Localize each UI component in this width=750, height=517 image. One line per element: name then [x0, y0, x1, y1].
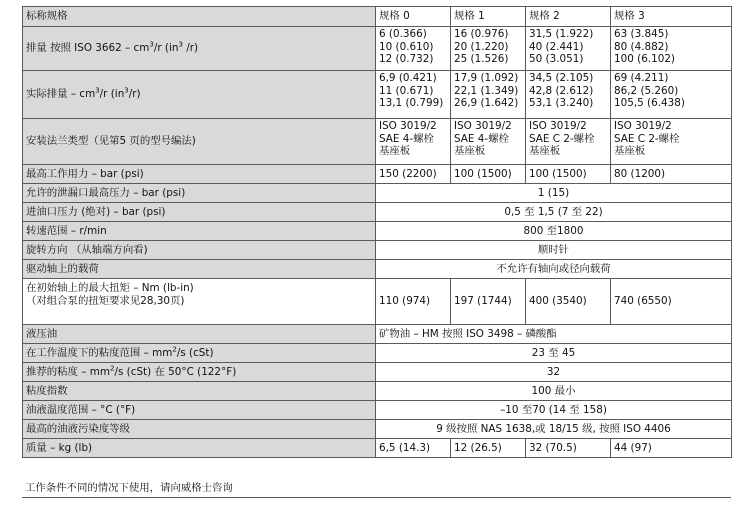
- header-row: [23, 7, 732, 27]
- fluid-value: 矿物油 – HM 按照 ISO 3498 – 磷酸酯: [376, 325, 732, 344]
- actual-displacement-row: [23, 71, 732, 119]
- displacement-size-2: 31,5 (1.922) 40 (2.441) 50 (3.051): [526, 27, 611, 71]
- mass-size-0: 6,5 (14.3): [376, 439, 451, 458]
- viscosity-range-row: [23, 344, 732, 363]
- fluid-row: [23, 325, 732, 344]
- recommended-viscosity-label: 推荐的粘度 – $mm^2/s$ (cSt) 在 50°C (122°F): [23, 363, 376, 382]
- drain-pressure-row: [23, 184, 732, 203]
- size-2-header: 规格 2: [526, 7, 611, 27]
- actual-displacement-label: 实际排量 – $cm^3/r$ $(in^3/r)$: [23, 71, 376, 119]
- displacement-row: [23, 27, 732, 71]
- rotation-label: 旋转方向 （从轴端方向看): [23, 241, 376, 260]
- max-torque-row: [23, 279, 732, 325]
- displacement-size-0: 6 (0.366) 10 (0.610) 12 (0.732): [376, 27, 451, 71]
- displacement-size-1: 16 (0.976) 20 (1.220) 25 (1.526): [451, 27, 526, 71]
- actual-displacement-size-1: 17,9 (1.092) 22,1 (1.349) 26,9 (1.642): [451, 71, 526, 119]
- specs-table: [22, 6, 732, 458]
- inlet-pressure-value: 0,5 至 1,5 (7 至 22): [376, 203, 732, 222]
- max-torque-size-3: 740 (6550): [611, 279, 732, 325]
- oil-temp-row: [23, 401, 732, 420]
- oil-temp-value: –10 至70 (14 至 158): [376, 401, 732, 420]
- max-torque-label: 在初始轴上的最大扭矩 – Nm (lb-in) （对组合泵的扭矩要求见28,30页): [23, 279, 376, 325]
- speed-row: [23, 222, 732, 241]
- shaft-load-row: [23, 260, 732, 279]
- recommended-viscosity-value: 32: [376, 363, 732, 382]
- drain-pressure-label: 允许的泄漏口最高压力 – bar (psi): [23, 184, 376, 203]
- oil-temp-label: 油液温度范围 – °C (°F): [23, 401, 376, 420]
- specs-table-frame: [22, 6, 731, 458]
- flange-row: [23, 119, 732, 165]
- max-pressure-size-2: 100 (1500): [526, 165, 611, 184]
- shaft-load-label: 驱动轴上的载荷: [23, 260, 376, 279]
- shaft-load-value: 不允许有轴向或径向载荷: [376, 260, 732, 279]
- contamination-value: 9 级按照 NAS 1638,或 18/15 级, 按照 ISO 4406: [376, 420, 732, 439]
- max-torque-size-1: 197 (1744): [451, 279, 526, 325]
- flange-size-3: ISO 3019/2 SAE C 2-螺栓 基座板: [611, 119, 732, 165]
- actual-displacement-size-2: 34,5 (2.105) 42,8 (2.612) 53,1 (3.240): [526, 71, 611, 119]
- rotation-value: 顺时针: [376, 241, 732, 260]
- actual-displacement-size-0: 6,9 (0.421) 11 (0.671) 13,1 (0.799): [376, 71, 451, 119]
- size-0-header: 规格 0: [376, 7, 451, 27]
- size-1-header: 规格 1: [451, 7, 526, 27]
- footer-note: 工作条件不同的情况下使用，请向威格士咨询: [22, 478, 731, 498]
- mass-size-1: 12 (26.5): [451, 439, 526, 458]
- mass-size-2: 32 (70.5): [526, 439, 611, 458]
- mass-size-3: 44 (97): [611, 439, 732, 458]
- max-pressure-size-0: 150 (2200): [376, 165, 451, 184]
- displacement-size-3: 63 (3.845) 80 (4.882) 100 (6.102): [611, 27, 732, 71]
- fluid-label: 液压油: [23, 325, 376, 344]
- viscosity-index-value: 100 最小: [376, 382, 732, 401]
- speed-label: 转速范围 – r/min: [23, 222, 376, 241]
- actual-displacement-size-3: 69 (4.211) 86,2 (5.260) 105,5 (6.438): [611, 71, 732, 119]
- flange-size-0: ISO 3019/2 SAE 4-螺栓 基座板: [376, 119, 451, 165]
- drain-pressure-value: 1 (15): [376, 184, 732, 203]
- recommended-viscosity-row: [23, 363, 732, 382]
- viscosity-range-value: 23 至 45: [376, 344, 732, 363]
- max-torque-size-2: 400 (3540): [526, 279, 611, 325]
- mass-row: [23, 439, 732, 458]
- speed-value: 800 至1800: [376, 222, 732, 241]
- inlet-pressure-label: 进油口压力 (绝对) – bar (psi): [23, 203, 376, 222]
- contamination-label: 最高的油液污染度等级: [23, 420, 376, 439]
- size-3-header: 规格 3: [611, 7, 732, 27]
- spec-label: 标称规格: [23, 7, 376, 27]
- max-pressure-label: 最高工作用力 – bar (psi): [23, 165, 376, 184]
- rotation-row: [23, 241, 732, 260]
- flange-label: 安装法兰类型（见第5 页的型号编法): [23, 119, 376, 165]
- viscosity-index-label: 粘度指数: [23, 382, 376, 401]
- mass-label: 质量 – kg (lb): [23, 439, 376, 458]
- max-pressure-size-3: 80 (1200): [611, 165, 732, 184]
- viscosity-range-label: 在工作温度下的粘度范围 – $mm^2/s$ (cSt): [23, 344, 376, 363]
- flange-size-2: ISO 3019/2 SAE C 2-螺栓 基座板: [526, 119, 611, 165]
- displacement-label: 排量 按照 ISO $3662 - cm^3/r$ ($in^3$ /r): [23, 27, 376, 71]
- max-torque-size-0: 110 (974): [376, 279, 451, 325]
- contamination-row: [23, 420, 732, 439]
- max-pressure-size-1: 100 (1500): [451, 165, 526, 184]
- viscosity-index-row: [23, 382, 732, 401]
- flange-size-1: ISO 3019/2 SAE 4-螺栓 基座板: [451, 119, 526, 165]
- max-pressure-row: [23, 165, 732, 184]
- inlet-pressure-row: [23, 203, 732, 222]
